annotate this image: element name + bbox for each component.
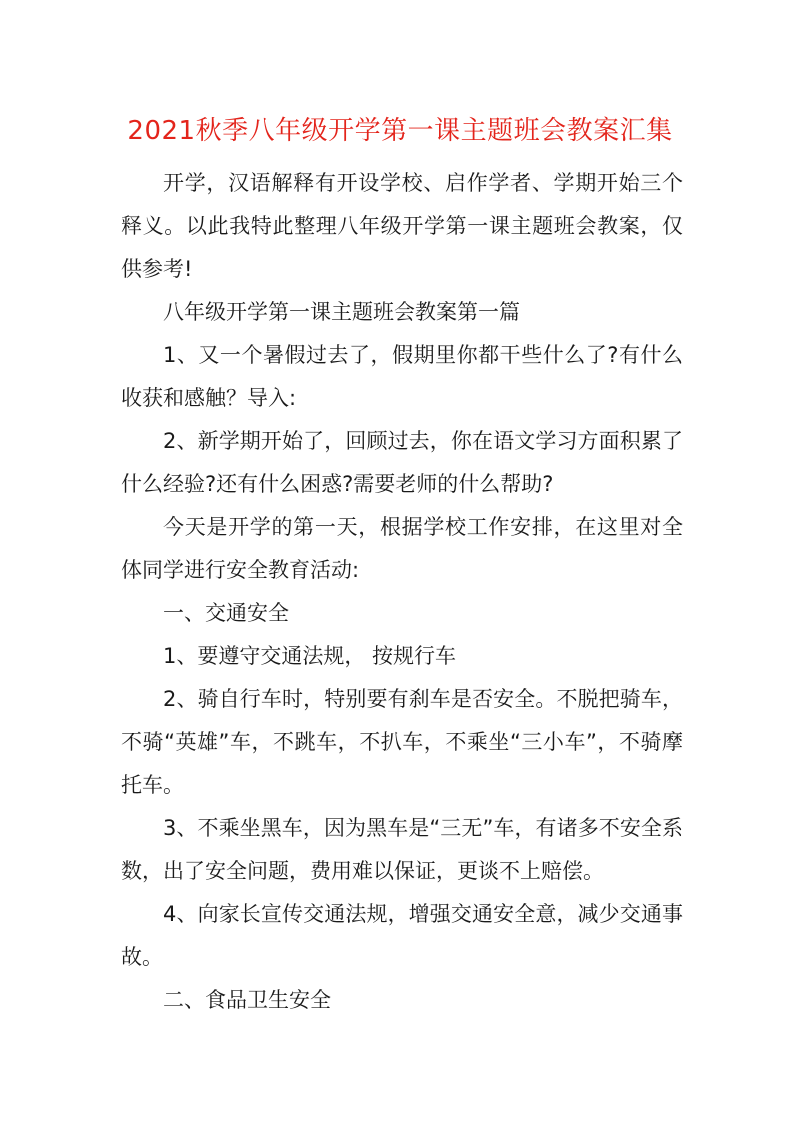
section-heading: 一、交通安全 (163, 601, 289, 625)
section-heading: 二、食品卫生安全 (163, 988, 331, 1012)
paragraph: 1、要遵守交通法规， 按规行车 (163, 644, 457, 668)
document-body (121, 162, 683, 1022)
paragraph: 今天是开学的第一天，根据学校工作安排，在这里对全体同学进行安全教育活动: (121, 515, 683, 582)
paragraph: 2、新学期开始了，回顾过去，你在语文学习方面积累了什么经验?还有什么困惑?需要老师的什么帮助? (121, 429, 683, 496)
paragraph: 1、又一个暑假过去了，假期里你都干些什么了?有什么收获和感触？导入: (121, 343, 683, 410)
paragraph: 八年级开学第一课主题班会教案第一篇 (163, 300, 520, 324)
document-title: 2021秋季八年级开学第一课主题班会教案汇集 (127, 116, 673, 146)
paragraph: 开学，汉语解释有开设学校、启作学者、学期开始三个释义。以此我特此整理八年级开学第一课主题班会教案，仅供参考! (121, 171, 683, 281)
paragraph: 3、不乘坐黑车，因为黑车是“三无”车，有诸多不安全系数，出了安全问题，费用难以保证，更谈不上赔偿。 (121, 816, 683, 883)
paragraph: 4、向家长宣传交通法规，增强交通安全意，减少交通事故。 (121, 902, 683, 969)
paragraph: 2、骑自行车时，特别要有刹车是否安全。不脱把骑车，不骑“英雄”车，不跳车，不扒车，不乘坐“三小车”，不骑摩托车。 (121, 687, 683, 797)
